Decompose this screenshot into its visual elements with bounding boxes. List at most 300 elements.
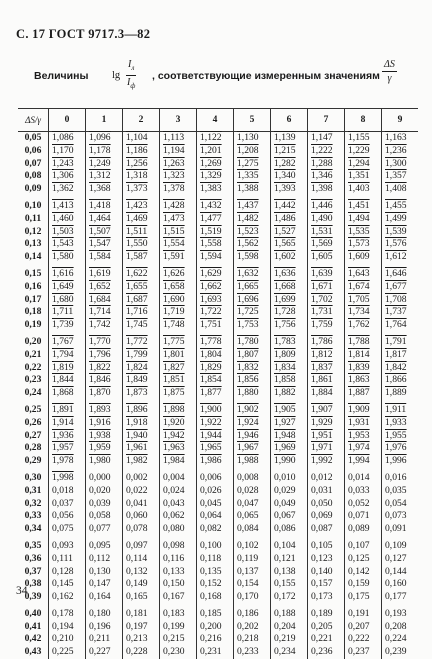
cell-value: 0,100 <box>200 539 222 551</box>
cell-value: 1,868 <box>52 387 74 399</box>
cell-value: 1,511 <box>126 225 148 237</box>
column-header-4: 4 <box>197 109 234 132</box>
table-cell <box>382 294 419 307</box>
cell-value: 0,152 <box>200 578 222 590</box>
table-cell <box>197 251 234 264</box>
table-cell <box>308 510 345 523</box>
cell-value: 1,722 <box>200 306 222 318</box>
cell-value: 1,822 <box>89 361 111 373</box>
cell-value: 0,010 <box>274 471 296 483</box>
table-cell <box>86 468 123 485</box>
cell-value: 1,918 <box>126 416 148 428</box>
cell-value: 0,236 <box>311 646 333 658</box>
table-cell <box>234 498 271 511</box>
table-cell <box>234 510 271 523</box>
table-cell <box>160 196 197 213</box>
cell-value: 1,288 <box>311 157 333 169</box>
cell-value: 1,626 <box>163 267 185 279</box>
cell-value: 1,622 <box>126 267 148 279</box>
cell-value: 1,451 <box>348 199 370 211</box>
table-cell <box>123 170 160 183</box>
table-cell <box>271 604 308 621</box>
table-cell <box>382 536 419 553</box>
table-cell <box>160 213 197 226</box>
table-cell <box>197 536 234 553</box>
row-label: 0,09 <box>24 183 42 195</box>
cell-value: 1,980 <box>89 455 111 467</box>
cell-value: 1,527 <box>274 225 296 237</box>
table-cell <box>234 145 271 158</box>
cell-value: 1,946 <box>237 429 259 441</box>
table-cell <box>86 196 123 213</box>
row-label: 0,17 <box>24 293 42 305</box>
cell-value: 1,990 <box>274 455 296 467</box>
cell-value: 1,984 <box>163 455 185 467</box>
table-cell <box>86 566 123 579</box>
table-cell <box>86 362 123 375</box>
table-cell <box>197 510 234 523</box>
table-cell <box>197 264 234 281</box>
row-label: 0,41 <box>24 620 42 632</box>
table-cell <box>86 264 123 281</box>
table-cell <box>382 349 419 362</box>
table-cell <box>308 281 345 294</box>
table-cell <box>160 591 197 604</box>
table-cell <box>197 319 234 332</box>
cell-value: 1,801 <box>163 348 185 360</box>
cell-value: 1,547 <box>89 238 111 250</box>
table-cell <box>308 170 345 183</box>
table-cell <box>49 400 86 417</box>
row-label: 0,38 <box>24 578 42 590</box>
cell-value: 1,778 <box>200 335 222 347</box>
cell-value: 1,961 <box>126 442 148 454</box>
table-cell <box>271 591 308 604</box>
table-cell <box>197 226 234 239</box>
cell-value: 1,953 <box>348 429 370 441</box>
table-cell <box>308 238 345 251</box>
table-cell <box>234 238 271 251</box>
table-cell <box>308 132 345 145</box>
table-cell <box>308 362 345 375</box>
cell-value: 0,207 <box>348 620 370 632</box>
cell-value: 0,175 <box>348 591 370 603</box>
cell-value: 1,988 <box>237 455 259 467</box>
table-cell <box>123 468 160 485</box>
table-cell <box>197 374 234 387</box>
cell-value: 1,783 <box>274 335 296 347</box>
table-cell <box>271 498 308 511</box>
table-cell <box>197 387 234 400</box>
table-cell <box>382 455 419 468</box>
cell-value: 0,002 <box>126 471 148 483</box>
row-label: 0,26 <box>24 416 42 428</box>
cell-value: 0,221 <box>311 633 333 645</box>
cell-value: 1,748 <box>163 319 185 331</box>
table-cell <box>123 294 160 307</box>
table-row <box>18 400 418 417</box>
table-cell <box>234 553 271 566</box>
cell-value: 1,909 <box>348 403 370 415</box>
cell-value: 1,702 <box>311 293 333 305</box>
cell-value: 1,473 <box>163 212 185 224</box>
row-label: 0,40 <box>24 607 42 619</box>
table-cell <box>271 442 308 455</box>
table-row <box>18 566 418 579</box>
table-row <box>18 196 418 213</box>
cell-value: 1,799 <box>126 348 148 360</box>
table-cell <box>49 442 86 455</box>
cell-value: 0,177 <box>385 591 407 603</box>
cell-value: 0,219 <box>274 633 296 645</box>
table-cell <box>160 536 197 553</box>
table-cell <box>86 145 123 158</box>
table-cell <box>49 306 86 319</box>
cell-value: 1,163 <box>385 132 407 143</box>
table-cell <box>382 485 419 498</box>
table-row <box>18 251 418 264</box>
row-label: 0,15 <box>24 267 42 279</box>
table-cell <box>160 132 197 145</box>
cell-value: 0,193 <box>385 607 407 619</box>
cell-value: 0,234 <box>274 646 296 658</box>
cell-value: 1,591 <box>163 251 185 263</box>
cell-value: 0,172 <box>274 591 296 603</box>
cell-value: 0,186 <box>237 607 259 619</box>
cell-value: 1,323 <box>163 170 185 182</box>
cell-value: 1,294 <box>348 157 370 169</box>
cell-value: 1,756 <box>274 319 296 331</box>
cell-value: 0,093 <box>52 539 74 551</box>
cell-value: 0,065 <box>237 510 259 522</box>
table-row <box>18 430 418 443</box>
table-cell <box>86 158 123 171</box>
cell-value: 1,861 <box>311 374 333 386</box>
cell-value: 1,955 <box>385 429 407 441</box>
table-cell <box>86 604 123 621</box>
cell-value: 1,873 <box>126 387 148 399</box>
table-cell <box>123 387 160 400</box>
table-cell <box>271 158 308 171</box>
table-cell <box>382 417 419 430</box>
table-cell <box>197 566 234 579</box>
cell-value: 1,889 <box>385 387 407 399</box>
cell-value: 0,067 <box>274 510 296 522</box>
cell-value: 0,105 <box>311 539 333 551</box>
row-label: 0,27 <box>24 429 42 441</box>
cell-value: 1,446 <box>311 199 333 211</box>
cell-value: 1,887 <box>348 387 370 399</box>
row-label: 0,42 <box>24 633 42 645</box>
cell-value: 0,162 <box>52 591 74 603</box>
cell-value: 1,178 <box>89 144 111 156</box>
table-cell <box>160 183 197 196</box>
cell-value: 1,383 <box>200 183 222 195</box>
table-cell <box>234 485 271 498</box>
table-cell <box>271 566 308 579</box>
cell-value: 0,164 <box>89 591 111 603</box>
table-cell <box>271 430 308 443</box>
table-cell <box>49 633 86 646</box>
cell-value: 0,064 <box>200 510 222 522</box>
row-label: 0,36 <box>24 552 42 564</box>
table-cell <box>382 226 419 239</box>
caption-lg: lg <box>112 70 121 81</box>
table-cell <box>49 498 86 511</box>
cell-value: 0,197 <box>126 620 148 632</box>
cell-value: 1,639 <box>311 267 333 279</box>
table-cell <box>382 553 419 566</box>
table-cell <box>382 633 419 646</box>
cell-value: 0,138 <box>274 565 296 577</box>
table-cell <box>49 145 86 158</box>
table-cell <box>123 362 160 375</box>
cell-value: 1,482 <box>237 212 259 224</box>
table-cell <box>49 264 86 281</box>
table-cell <box>308 498 345 511</box>
cell-value: 1,963 <box>163 442 185 454</box>
cell-value: 0,033 <box>348 484 370 496</box>
table-cell <box>123 319 160 332</box>
table-cell <box>86 442 123 455</box>
cell-value: 1,959 <box>89 442 111 454</box>
table-cell <box>345 170 382 183</box>
table-cell <box>234 646 271 659</box>
table-row <box>18 442 418 455</box>
table-cell <box>160 485 197 498</box>
log-ratio-table <box>18 108 418 659</box>
cell-value: 1,680 <box>52 293 74 305</box>
cell-value: 1,804 <box>200 348 222 360</box>
table-cell <box>49 349 86 362</box>
cell-value: 1,971 <box>311 442 333 454</box>
cell-value: 0,107 <box>348 539 370 551</box>
table-cell <box>271 196 308 213</box>
table-cell <box>345 374 382 387</box>
table-cell <box>123 417 160 430</box>
cell-value: 1,408 <box>385 183 407 195</box>
cell-value: 1,646 <box>385 267 407 279</box>
cell-value: 0,147 <box>89 578 111 590</box>
cell-value: 1,924 <box>237 416 259 428</box>
table-cell <box>382 196 419 213</box>
table-cell <box>271 251 308 264</box>
table-cell <box>271 226 308 239</box>
table-cell <box>123 485 160 498</box>
table-cell <box>382 498 419 511</box>
cell-value: 1,632 <box>237 267 259 279</box>
table-cell <box>86 251 123 264</box>
cell-value: 1,690 <box>163 293 185 305</box>
row-label: 0,08 <box>24 170 42 182</box>
cell-value: 1,891 <box>52 403 74 415</box>
table-cell <box>123 523 160 536</box>
table-cell <box>197 349 234 362</box>
cell-value: 1,753 <box>237 319 259 331</box>
row-label: 0,05 <box>24 132 42 143</box>
cell-value: 0,173 <box>311 591 333 603</box>
column-header-8: 8 <box>345 109 382 132</box>
table-cell <box>160 646 197 659</box>
table-cell <box>271 578 308 591</box>
row-label: 0,23 <box>24 374 42 386</box>
table-cell <box>382 281 419 294</box>
table-cell <box>271 468 308 485</box>
cell-value: 1,619 <box>89 267 111 279</box>
cell-value: 1,573 <box>348 238 370 250</box>
table-cell <box>197 430 234 443</box>
cell-value: 0,118 <box>200 552 222 564</box>
cell-value: 1,839 <box>348 361 370 373</box>
table-cell <box>271 349 308 362</box>
table-cell <box>234 417 271 430</box>
table-cell <box>382 442 419 455</box>
cell-value: 1,788 <box>348 335 370 347</box>
cell-value: 0,049 <box>274 497 296 509</box>
table-cell <box>308 306 345 319</box>
table-cell <box>160 604 197 621</box>
table-row <box>18 633 418 646</box>
cell-value: 1,699 <box>274 293 296 305</box>
table-row <box>18 294 418 307</box>
cell-value: 0,050 <box>311 497 333 509</box>
column-header-5: 5 <box>234 109 271 132</box>
table-cell <box>271 362 308 375</box>
cell-value: 1,994 <box>348 455 370 467</box>
table-cell <box>234 442 271 455</box>
cell-value: 1,490 <box>311 212 333 224</box>
table-cell <box>86 306 123 319</box>
table-cell <box>345 578 382 591</box>
cell-value: 1,122 <box>200 132 222 143</box>
table-row <box>18 158 418 171</box>
table-cell <box>234 264 271 281</box>
table-cell <box>160 430 197 443</box>
table-cell <box>86 349 123 362</box>
cell-value: 0,145 <box>52 578 74 590</box>
table-cell <box>308 400 345 417</box>
cell-value: 0,132 <box>126 565 148 577</box>
table-cell <box>308 591 345 604</box>
table-cell <box>308 417 345 430</box>
cell-value: 1,558 <box>200 238 222 250</box>
cell-value: 1,764 <box>385 319 407 331</box>
table-cell <box>345 417 382 430</box>
cell-value: 0,091 <box>385 523 407 535</box>
cell-value: 1,256 <box>126 157 148 169</box>
cell-value: 1,362 <box>52 183 74 195</box>
table-cell <box>382 264 419 281</box>
cell-value: 1,086 <box>52 132 74 143</box>
page-number: 34 <box>16 585 28 597</box>
table-cell <box>160 158 197 171</box>
table-cell <box>49 158 86 171</box>
table-cell <box>345 294 382 307</box>
cell-value: 1,893 <box>89 403 111 415</box>
table-cell <box>123 604 160 621</box>
table-cell <box>271 170 308 183</box>
table-cell <box>234 294 271 307</box>
table-cell <box>308 251 345 264</box>
cell-value: 1,922 <box>200 416 222 428</box>
cell-value: 1,854 <box>200 374 222 386</box>
table-cell <box>345 553 382 566</box>
table-cell <box>345 442 382 455</box>
table-cell <box>197 145 234 158</box>
cell-value: 0,157 <box>311 578 333 590</box>
cell-value: 0,041 <box>126 497 148 509</box>
cell-value: 0,097 <box>126 539 148 551</box>
table-cell <box>123 578 160 591</box>
table-cell <box>308 183 345 196</box>
cell-value: 0,208 <box>385 620 407 632</box>
table-cell <box>308 264 345 281</box>
row-label: 0,21 <box>24 348 42 360</box>
table-cell <box>49 387 86 400</box>
cell-value: 1,834 <box>274 361 296 373</box>
cell-value: 0,142 <box>348 565 370 577</box>
cell-value: 1,612 <box>385 251 407 263</box>
cell-value: 1,775 <box>163 335 185 347</box>
table-cell <box>123 196 160 213</box>
column-header-7: 7 <box>308 109 345 132</box>
cell-value: 0,089 <box>348 523 370 535</box>
cell-value: 1,423 <box>126 199 148 211</box>
cell-value: 1,519 <box>200 225 222 237</box>
table-cell <box>308 158 345 171</box>
table-row <box>18 362 418 375</box>
table-cell <box>123 264 160 281</box>
table-cell <box>123 400 160 417</box>
cell-value: 1,486 <box>274 212 296 224</box>
cell-value: 1,335 <box>237 170 259 182</box>
table-cell <box>234 566 271 579</box>
cell-value: 1,668 <box>274 280 296 292</box>
table-cell <box>86 281 123 294</box>
table-cell <box>308 523 345 536</box>
table-cell <box>49 226 86 239</box>
table-cell <box>160 387 197 400</box>
cell-value: 0,224 <box>385 633 407 645</box>
cell-value: 1,938 <box>89 429 111 441</box>
row-label: 0,19 <box>24 319 42 331</box>
table-cell <box>49 319 86 332</box>
cell-value: 1,388 <box>237 183 259 195</box>
table-row <box>18 238 418 251</box>
cell-value: 1,929 <box>311 416 333 428</box>
table-cell <box>160 468 197 485</box>
table-cell <box>271 306 308 319</box>
table-row <box>18 455 418 468</box>
cell-value: 0,109 <box>385 539 407 551</box>
table-cell <box>271 238 308 251</box>
table-cell <box>308 442 345 455</box>
table-row <box>18 646 418 659</box>
cell-value: 1,403 <box>348 183 370 195</box>
cell-value: 0,080 <box>163 523 185 535</box>
cell-value: 0,233 <box>237 646 259 658</box>
table-row <box>18 510 418 523</box>
cell-value: 1,229 <box>348 144 370 156</box>
table-cell <box>234 183 271 196</box>
column-header-3: 3 <box>160 109 197 132</box>
table-cell <box>345 132 382 145</box>
cell-value: 1,662 <box>200 280 222 292</box>
cell-value: 1,907 <box>311 403 333 415</box>
cell-value: 0,000 <box>89 471 111 483</box>
cell-value: 1,877 <box>200 387 222 399</box>
table-cell <box>160 553 197 566</box>
